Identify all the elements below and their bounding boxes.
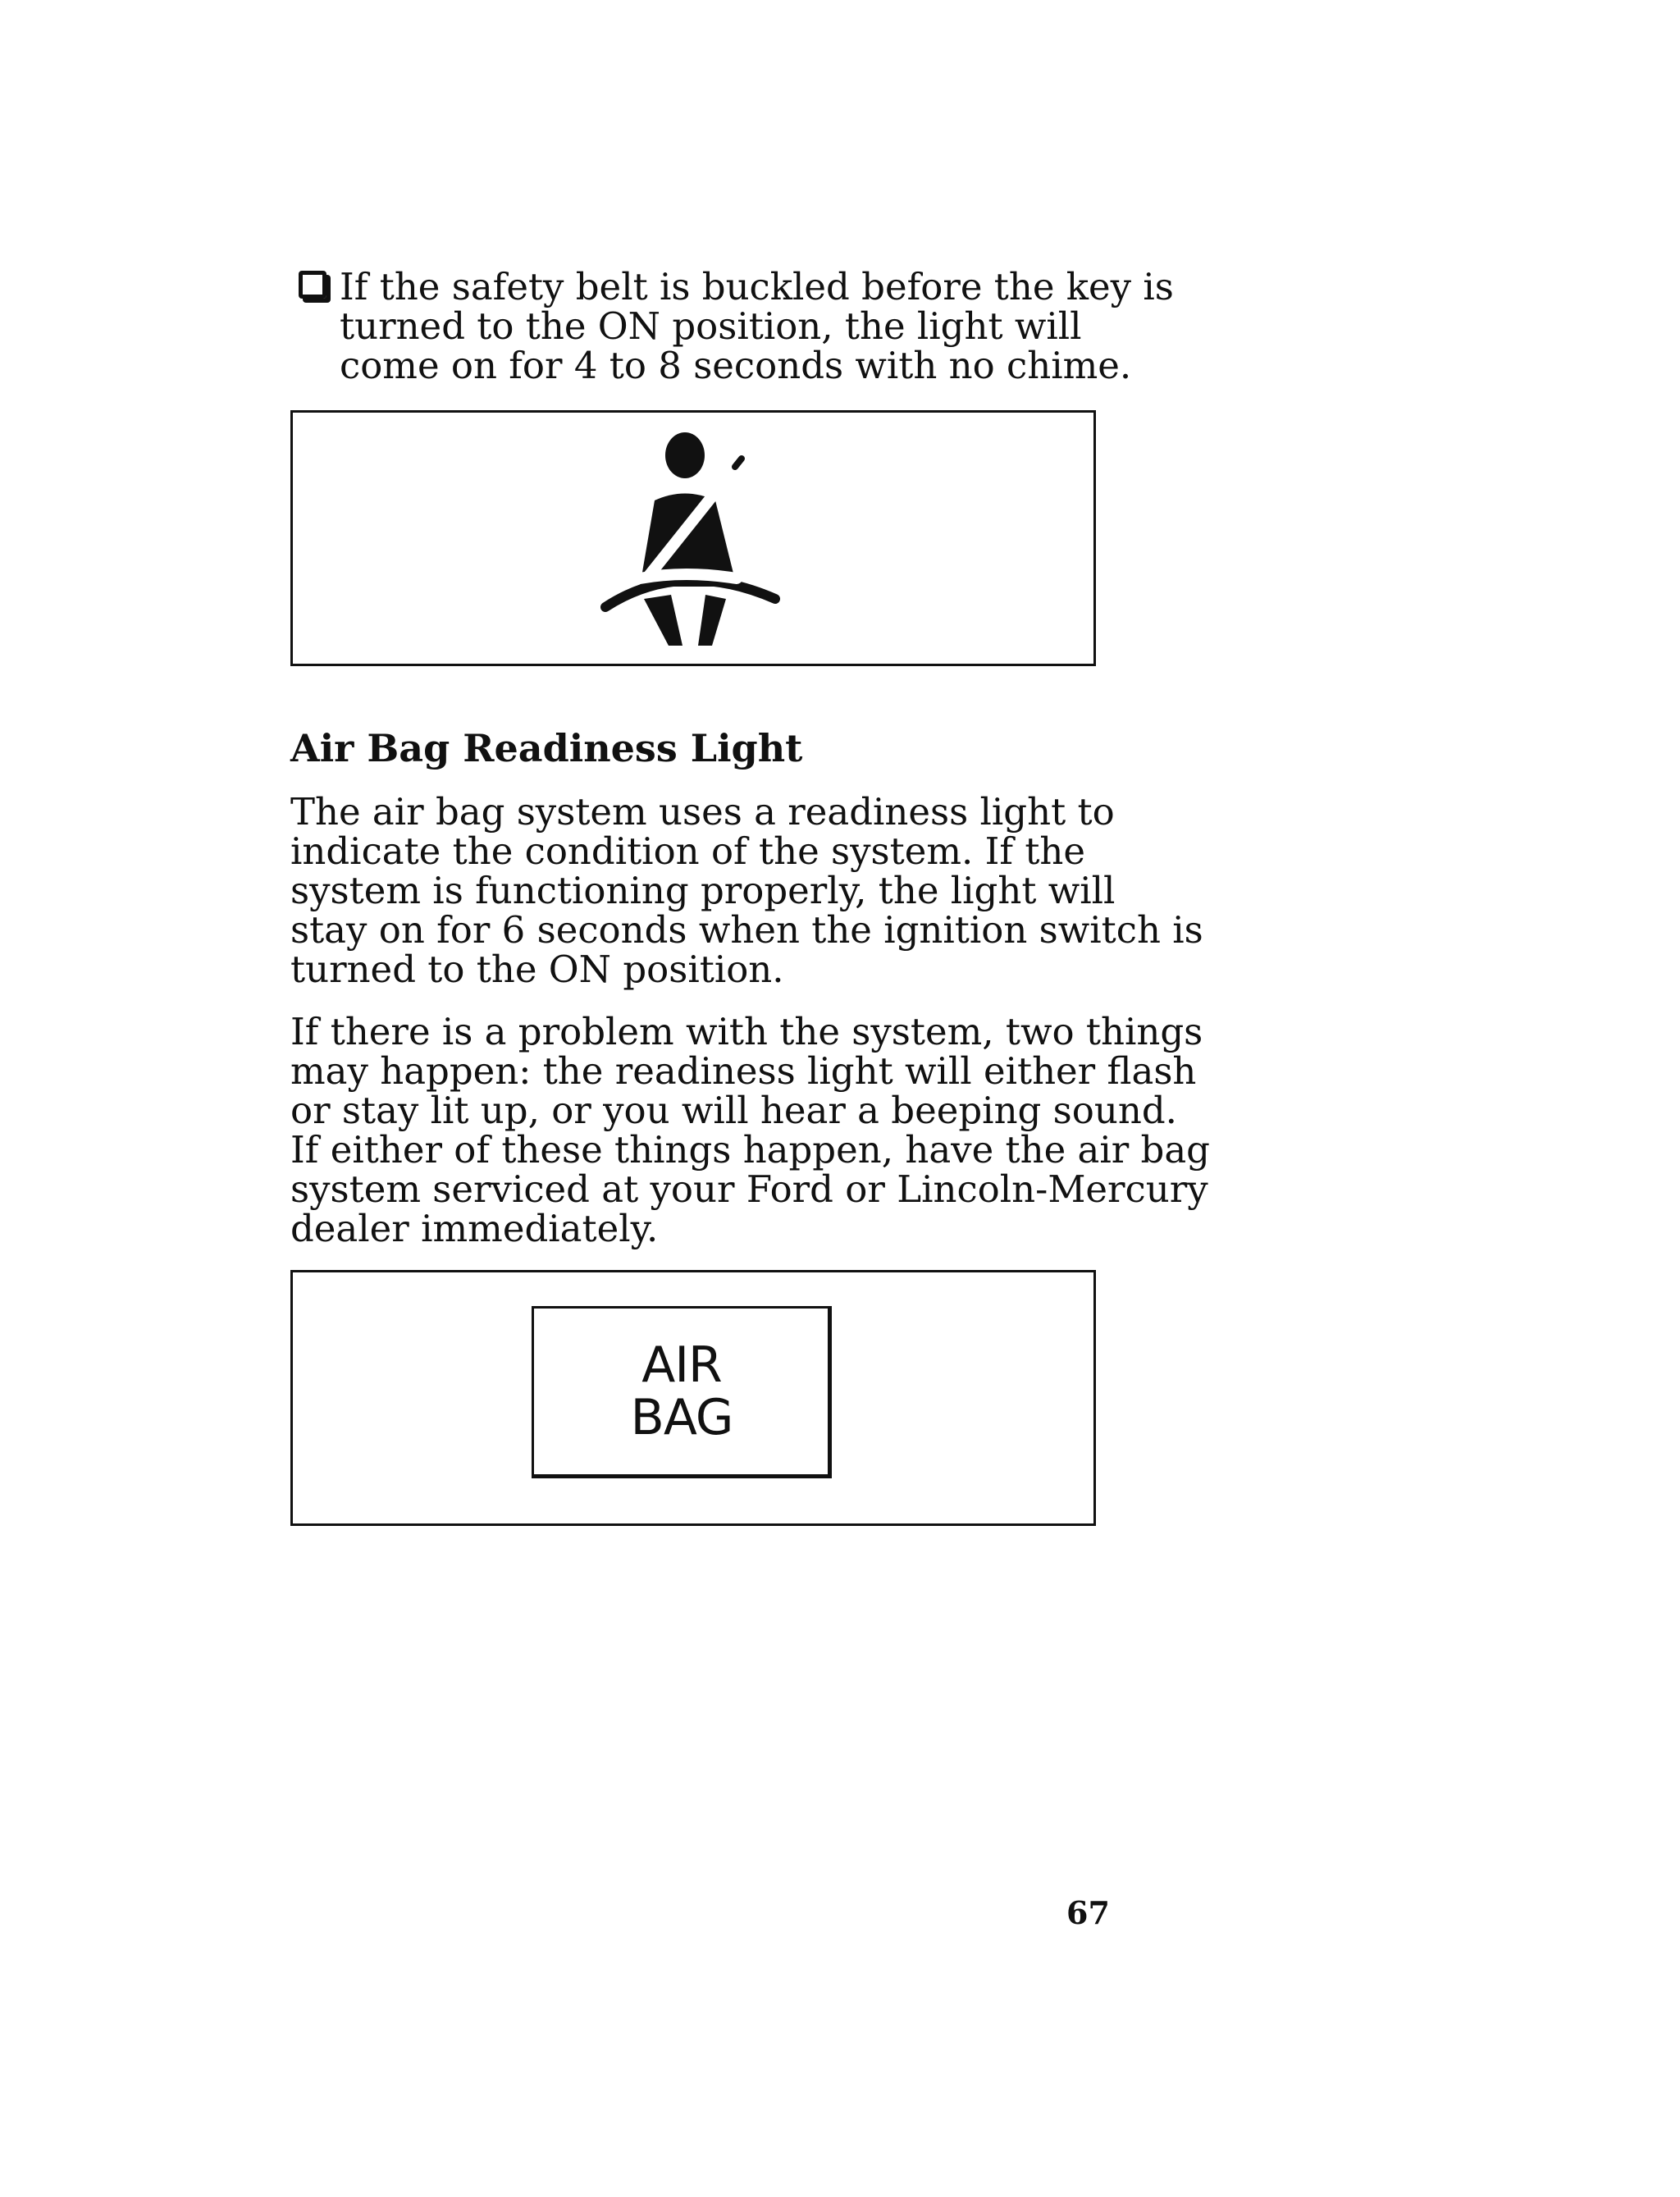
paragraph1-line-2: indicate the condition of the system. If the [290, 829, 1086, 873]
paragraph1-line-1: The air bag system uses a readiness light to [290, 790, 1115, 834]
section-heading: Air Bag Readiness Light [290, 726, 803, 770]
paragraph2-line-5: system serviced at your Ford or Lincoln-Mercury [290, 1167, 1208, 1211]
paragraph1-line-4: stay on for 6 seconds when the ignition switch is [290, 908, 1203, 952]
seatbelt-warning-icon [591, 422, 788, 652]
airbag-label-line-1: AIR [641, 1336, 722, 1394]
bullet-line-2: turned to the ON position, the light will [340, 304, 1082, 348]
paragraph2-line-2: may happen: the readiness light will either flash [290, 1049, 1197, 1093]
paragraph1-line-3: system is functioning properly, the light will [290, 869, 1116, 912]
paragraph2-line-1: If there is a problem with the system, two things [290, 1010, 1203, 1053]
bullet-line-1: If the safety belt is buckled before the key is [340, 265, 1174, 308]
paragraph1-line-5: turned to the ON position. [290, 948, 784, 991]
paragraph2-line-3: or stay lit up, or you will hear a beeping sound. [290, 1089, 1177, 1132]
bullet-line-3: come on for 4 to 8 seconds with no chime. [340, 344, 1132, 387]
paragraph2-line-4: If either of these things happen, have the air bag [290, 1128, 1210, 1172]
checkbox-bullet-icon [299, 271, 326, 299]
page-number: 67 [1066, 1894, 1110, 1931]
airbag-label-line-2: BAG [630, 1389, 733, 1446]
paragraph2-line-6: dealer immediately. [290, 1207, 659, 1250]
